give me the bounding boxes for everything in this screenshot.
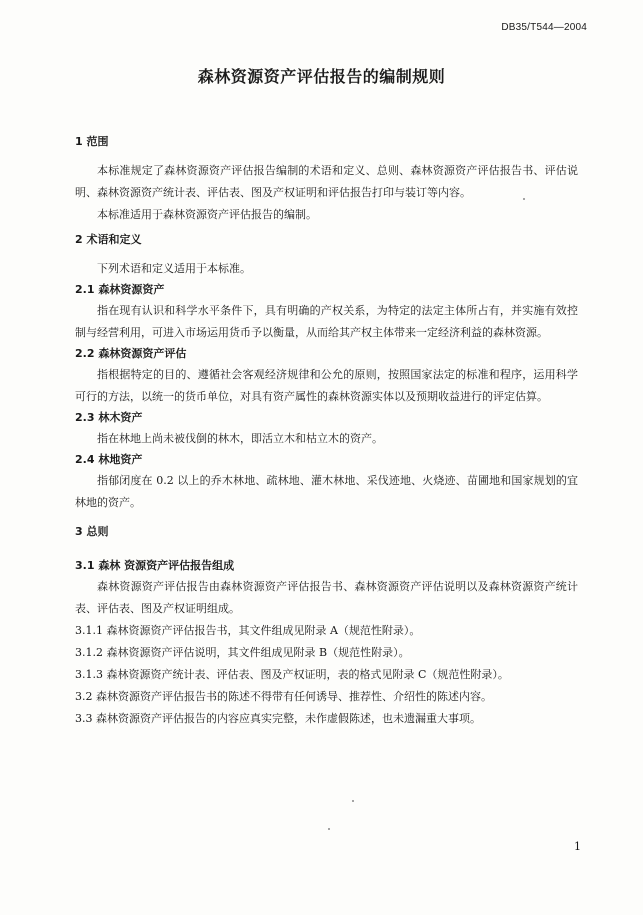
- term-2-2-definition: 指根据特定的目的、遵循社会客观经济规律和公允的原则，按照国家法定的标准和程序，运用科学可行的方法，以统一的货币单位，对具有资产属性的森林资源实体以及预期收益进行的评定估算。: [75, 368, 578, 403]
- section-3-1-heading: 3.1 森林 资源资产评估报告组成: [75, 559, 235, 572]
- scan-speck: [523, 198, 525, 200]
- section-3-1-text: 森林资源资产评估报告由森林资源资产评估报告书、森林资源资产评估说明以及森林资源资产统计表、评估表、图及产权证明组成。: [75, 580, 578, 615]
- clause-3-1-3: 3.1.3 森林资源资产统计表、评估表、图及产权证明，表的格式见附录 C（规范性附录）。: [75, 668, 509, 681]
- page-number: 1: [574, 840, 581, 853]
- section-1-heading: 1 范围: [75, 135, 109, 148]
- term-2-4-definition: 指郁闭度在 0.2 以上的乔木林地、疏林地、灌木林地、采伐迹地、火烧迹、苗圃地和国家规划的宜林地的资产。: [75, 474, 578, 509]
- standard-code: DB35/T544—2004: [501, 22, 587, 33]
- document-title: 森林资源资产评估报告的编制规则: [197, 67, 446, 86]
- section-2-heading: 2 术语和定义: [75, 233, 142, 246]
- term-2-2-heading: 2.2 森林资源资产评估: [75, 347, 187, 360]
- term-2-3-definition: 指在林地上尚未被伐倒的林木，即活立木和枯立木的资产。: [97, 432, 383, 445]
- clause-3-2: 3.2 森林资源资产评估报告书的陈述不得带有任何诱导、推荐性、介绍性的陈述内容。: [75, 690, 492, 703]
- term-2-4-heading: 2.4 林地资产: [75, 453, 143, 466]
- document-body: [75, 132, 578, 730]
- clause-3-1-1: 3.1.1 森林资源资产评估报告书，其文件组成见附录 A（规范性附录）。: [75, 624, 421, 637]
- term-2-1-heading: 2.1 森林资源资产: [75, 283, 165, 296]
- scan-speck: [328, 828, 330, 830]
- section-2-intro: 下列术语和定义适用于本标准。: [97, 262, 251, 275]
- clause-3-3: 3.3 森林资源资产评估报告的内容应真实完整，未作虚假陈述，也未遗漏重大事项。: [75, 712, 481, 725]
- section-1-paragraph-2: 本标准适用于森林资源资产评估报告的编制。: [97, 208, 317, 221]
- scan-speck: [352, 800, 354, 802]
- term-2-3-heading: 2.3 林木资产: [75, 411, 143, 424]
- term-2-1-definition: 指在现有认识和科学水平条件下，具有明确的产权关系，为特定的法定主体所占有，并实施有效控制与经营利用，可进入市场运用货币予以衡量，从而给其产权主体带来一定经济利益的森林资源。: [75, 304, 578, 339]
- section-1-paragraph-1: 本标准规定了森林资源资产评估报告编制的术语和定义、总则、森林资源资产评估报告书、评估说明、森林资源资产统计表、评估表、图及产权证明和评估报告打印与装订等内容。: [75, 164, 578, 199]
- clause-3-1-2: 3.1.2 森林资源资产评估说明，其文件组成见附录 B（规范性附录）。: [75, 646, 410, 659]
- section-3-heading: 3 总则: [75, 525, 109, 538]
